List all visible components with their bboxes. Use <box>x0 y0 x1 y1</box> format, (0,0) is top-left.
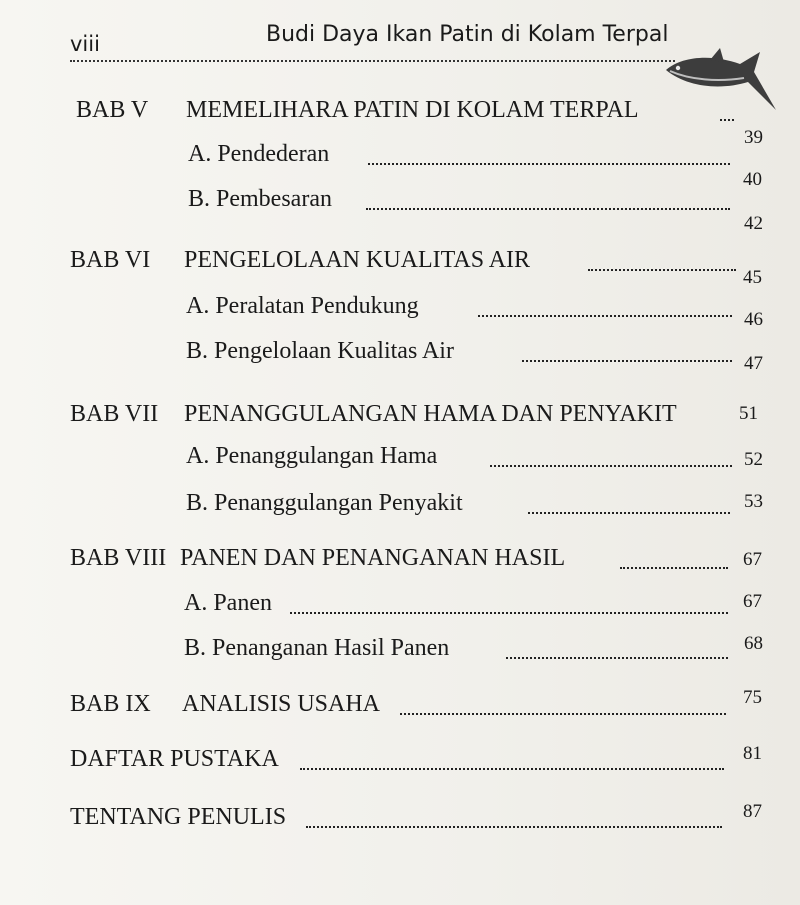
book-title: Budi Daya Ikan Patin di Kolam Terpal <box>266 22 669 47</box>
toc-entry <box>0 92 800 148</box>
dot-leader <box>400 713 726 715</box>
chapter-title: MEMELIHARA PATIN DI KOLAM TERPAL <box>186 97 639 123</box>
page-number-ref: 81 <box>743 743 762 764</box>
page-number-ref: 52 <box>744 449 763 470</box>
dot-leader <box>478 315 732 317</box>
page-number-ref: 39 <box>744 127 763 148</box>
section-title: B. Pengelolaan Kualitas Air <box>186 338 454 364</box>
page-number-ref: 45 <box>743 267 762 288</box>
section-title: B. Penanganan Hasil Panen <box>184 635 450 661</box>
dot-leader <box>506 657 728 659</box>
toc-entry <box>0 181 800 234</box>
toc-entry <box>0 136 800 190</box>
dot-leader <box>366 208 730 210</box>
page-number-ref: 47 <box>744 353 763 374</box>
dot-leader <box>368 163 730 165</box>
chapter-title: ANALISIS USAHA <box>182 691 381 717</box>
chapter-title: PENGELOLAAN KUALITAS AIR <box>184 247 531 273</box>
toc-entry <box>0 438 800 474</box>
running-header <box>70 18 690 58</box>
header-dotted-rule <box>70 60 675 62</box>
chapter-label: BAB V <box>76 97 149 123</box>
dot-leader <box>300 768 724 770</box>
page-number-ref: 67 <box>743 591 762 612</box>
toc-entry <box>0 540 800 576</box>
page-number-ref: 68 <box>744 633 763 654</box>
dot-leader <box>720 119 734 121</box>
page-number-ref: 75 <box>743 687 762 708</box>
page-number-ref: 67 <box>743 549 762 570</box>
section-title: TENTANG PENULIS <box>70 804 287 830</box>
toc-entry <box>0 630 800 666</box>
page-number-ref: 42 <box>744 213 763 234</box>
page-number-ref: 46 <box>744 309 763 330</box>
toc-entry <box>0 288 800 330</box>
chapter-label: BAB VIII <box>70 545 167 571</box>
toc-entry <box>0 396 800 432</box>
page-number-ref: 87 <box>743 801 762 822</box>
toc-entry <box>0 585 800 621</box>
section-title: A. Peralatan Pendukung <box>186 293 419 319</box>
page-number-ref: 51 <box>739 403 758 424</box>
dot-leader <box>490 465 732 467</box>
toc-entry <box>0 686 800 722</box>
section-title: A. Panen <box>184 590 272 616</box>
section-title: B. Penanggulangan Penyakit <box>186 490 463 516</box>
chapter-title: PENANGGULANGAN HAMA DAN PENYAKIT <box>184 401 677 427</box>
toc-entry <box>0 741 800 777</box>
section-title: A. Pendederan <box>188 141 330 167</box>
toc-entry <box>0 333 800 374</box>
page-number: viii <box>70 32 100 56</box>
dot-leader <box>620 567 728 569</box>
section-title: B. Pembesaran <box>188 186 332 212</box>
dot-leader <box>306 826 722 828</box>
section-title: DAFTAR PUSTAKA <box>70 746 279 772</box>
dot-leader <box>528 512 730 514</box>
toc-entry <box>0 485 800 521</box>
toc-entry <box>0 242 800 288</box>
toc-entry <box>0 799 800 835</box>
dot-leader <box>290 612 728 614</box>
dot-leader <box>522 360 732 362</box>
section-title: A. Penanggulangan Hama <box>186 443 438 469</box>
chapter-label: BAB IX <box>70 691 151 717</box>
chapter-label: BAB VI <box>70 247 151 273</box>
chapter-title: PANEN DAN PENANGANAN HASIL <box>180 545 566 571</box>
page-number-ref: 40 <box>743 169 762 190</box>
page-number-ref: 53 <box>744 491 763 512</box>
dot-leader <box>588 269 736 271</box>
chapter-label: BAB VII <box>70 401 159 427</box>
